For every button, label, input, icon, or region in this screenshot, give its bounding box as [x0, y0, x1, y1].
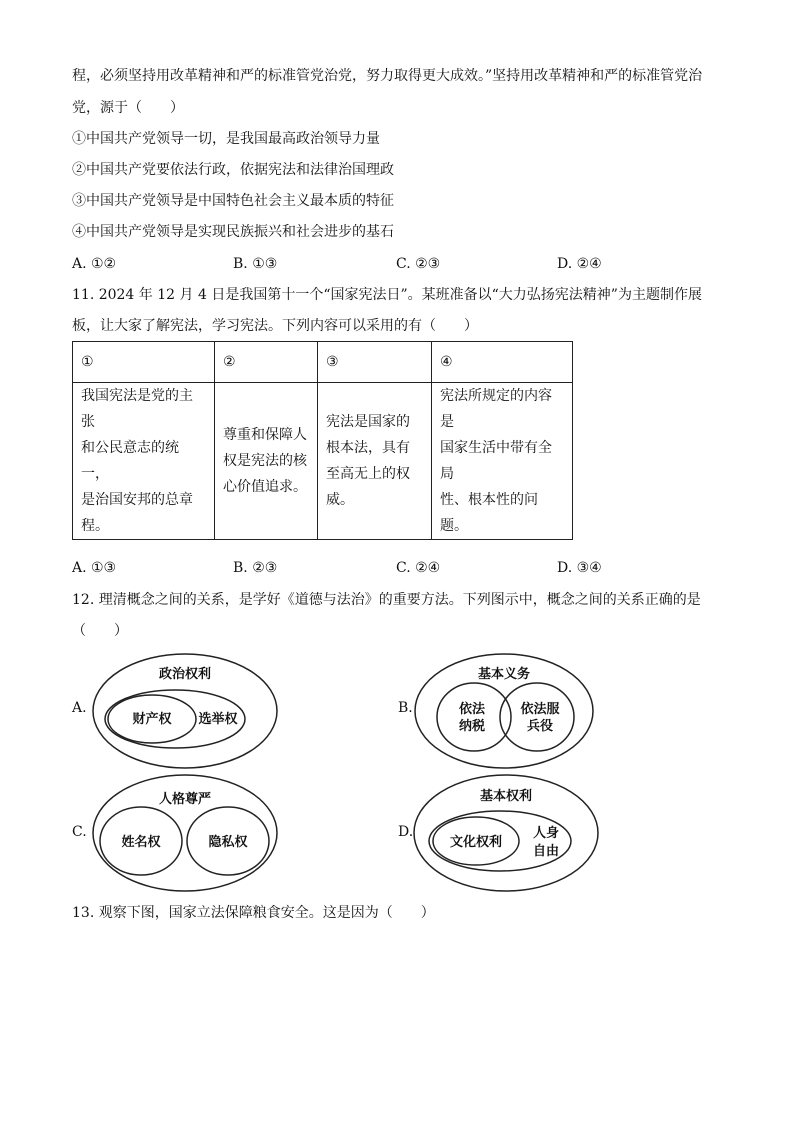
q11-option-a: A. ①③: [72, 560, 117, 576]
q12-diagram-d-letter: D.: [398, 824, 414, 840]
q11-cell-3-line: 威。: [326, 492, 354, 508]
q12-stem-line1: 12. 理清概念之间的关系，是学好《道德与法治》的重要方法。下列图示中，概念之间的关系正确的是: [72, 592, 701, 608]
q10-item-2: ②中国共产党要依法行政，依据宪法和法律治国理政: [72, 162, 394, 178]
q12-a-outer-label: 政治权利: [158, 667, 212, 682]
q12-b-left-line2: 纳税: [458, 719, 486, 734]
q10-item-3: ③中国共产党领导是中国特色社会主义最本质的特征: [72, 193, 394, 209]
q10-item-1: ①中国共产党领导一切，是我国最高政治领导力量: [72, 131, 380, 147]
q11-stem-line1: 11. 2024 年 12 月 4 日是我国第十一个“国家宪法日”。某班准备以“大力弘扬宪法精神”为主题制作展: [72, 287, 702, 303]
q12-diagram-c-letter: C.: [72, 824, 87, 840]
q11-cell-1-line: 程。: [81, 518, 109, 534]
q12-diagram-a: [90, 651, 280, 771]
q12-d-inner1-label: 文化权利: [449, 835, 503, 850]
q12-diagram-b: [412, 651, 602, 771]
q12-diagram-c: [90, 772, 280, 896]
q11-cell-3-line: 根本法，具有: [326, 440, 410, 456]
q11-cell-2-line: 心价值追求。: [223, 479, 307, 495]
q12-c-inner2-label: 隐私权: [208, 835, 248, 850]
q11-header-3: ③: [318, 342, 432, 383]
q11-cell-1-line: 和公民意志的统一，: [81, 440, 179, 482]
q11-cell-4-line: 性、根本性的问题。: [440, 492, 538, 534]
q12-diagram-a-letter: A.: [72, 700, 87, 716]
q12-c-inner1-label: 姓名权: [121, 835, 161, 850]
q12-d-outer-label: 基本权利: [479, 789, 533, 804]
q12-stem-line2: （ ）: [72, 623, 128, 639]
q11-cell-2: [215, 383, 318, 540]
q11-table-content-row: [73, 383, 573, 540]
q11-cell-2-line: 权是宪法的核: [223, 453, 307, 469]
q12-b-left-line1: 依法: [458, 702, 486, 717]
q12-b-right-line2: 兵役: [526, 719, 554, 734]
q11-cell-4-line: 国家生活中带有全局: [440, 440, 552, 482]
q13-stem: 13. 观察下图，国家立法保障粮食安全。这是因为（ ）: [72, 905, 435, 921]
q10-stem-line2: 党，源于（ ）: [72, 100, 184, 116]
q11-option-b: B. ②③: [233, 560, 278, 576]
q11-cell-1-line: 我国宪法是党的主张: [81, 388, 193, 430]
q11-cell-3-line: 宪法是国家的: [326, 414, 410, 430]
q11-header-2: ②: [215, 342, 318, 383]
q10-stem-line1: 程，必须坚持用改革精神和严的标准管党治党，努力取得更大成效。”坚持用改革精神和严的标准管党治: [72, 68, 703, 84]
q10-option-d: D. ②④: [557, 256, 602, 272]
q11-cell-3: [318, 383, 432, 540]
q11-cell-2-line: 尊重和保障人: [223, 427, 307, 443]
q12-b-right-line1: 依法服: [520, 702, 560, 717]
q12-c-outer-label: 人格尊严: [158, 792, 212, 807]
q11-option-c: C. ②④: [396, 560, 441, 576]
q12-diagram-b-letter: B.: [398, 700, 413, 716]
q12-d-inner2-line1: 人身: [532, 826, 560, 841]
q12-b-outer-label: 基本义务: [477, 667, 531, 682]
q10-item-4: ④中国共产党领导是实现民族振兴和社会进步的基石: [72, 224, 394, 240]
q11-table-header-row: [73, 342, 573, 383]
q11-cell-4-line: 宪法所规定的内容是: [440, 388, 552, 430]
q11-cell-4: [432, 383, 573, 540]
q11-cell-3-line: 至高无上的权: [326, 466, 410, 482]
q11-header-1: ①: [73, 342, 215, 383]
q10-option-c: C. ②③: [396, 256, 441, 272]
q12-a-inner2-label: 选举权: [198, 712, 238, 727]
q12-d-inner2-line2: 自由: [532, 844, 560, 859]
q11-stem-line2: 板，让大家了解宪法，学习宪法。下列内容可以采用的有（ ）: [72, 318, 478, 334]
q10-option-b: B. ①③: [233, 256, 278, 272]
q11-option-d: D. ③④: [557, 560, 602, 576]
q11-table: [72, 341, 573, 540]
q11-header-4: ④: [432, 342, 573, 383]
q11-cell-1: [73, 383, 215, 540]
q10-option-a: A. ①②: [72, 256, 117, 272]
q12-diagram-d: [412, 772, 602, 896]
q11-cell-1-line: 是治国安邦的总章: [81, 492, 193, 508]
q12-a-inner1-label: 财产权: [132, 712, 172, 727]
